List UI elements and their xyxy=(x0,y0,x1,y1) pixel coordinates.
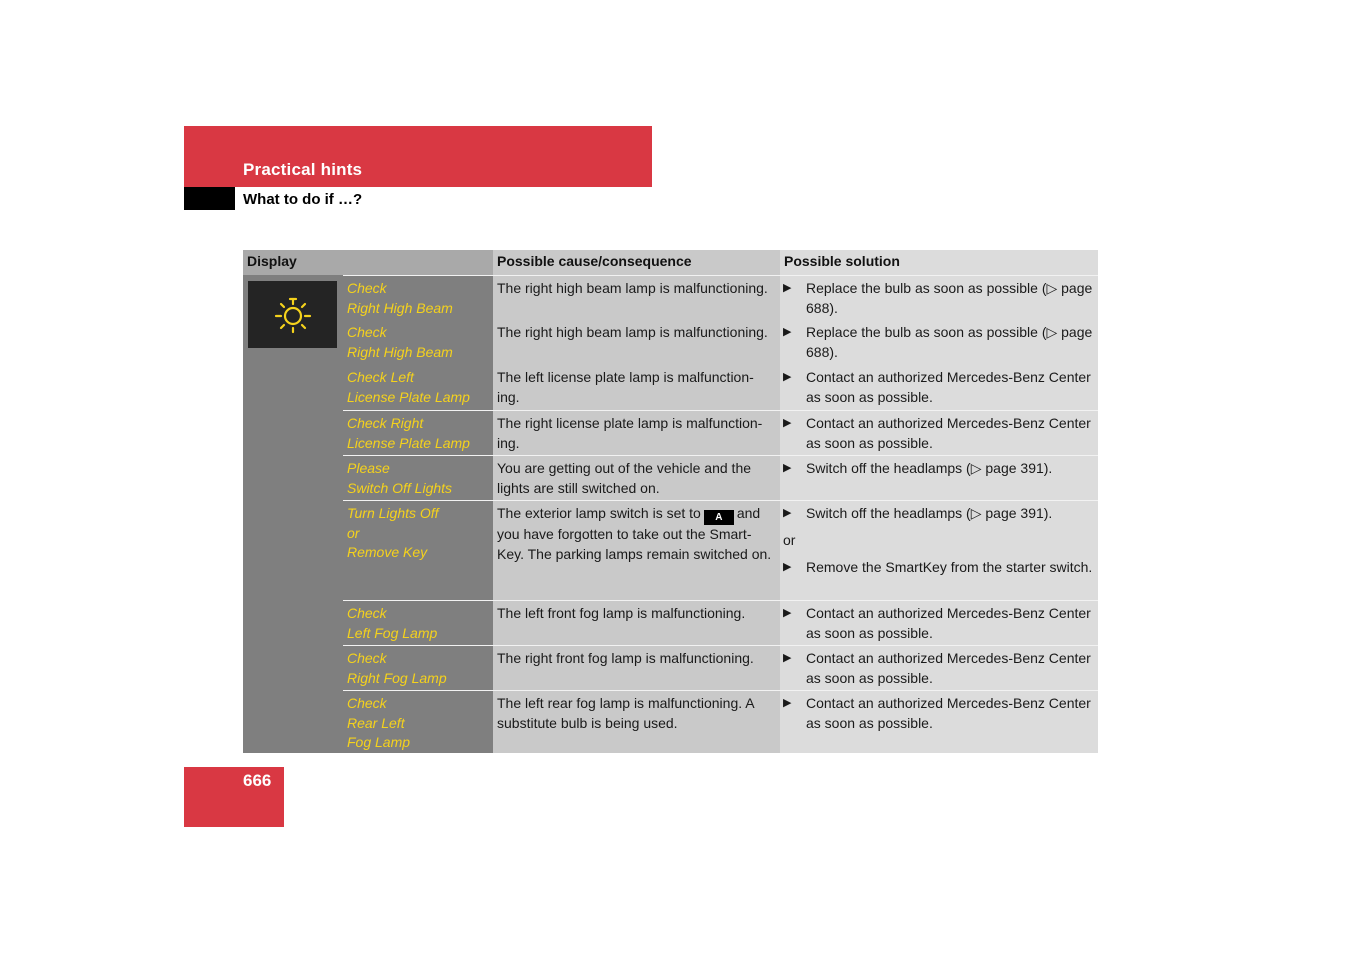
bullet-icon: ▶ xyxy=(783,652,792,664)
display-message: Check Right Fog Lamp xyxy=(343,646,493,690)
column-header-solution: Possible solution xyxy=(780,250,1098,275)
display-message: Check Left Fog Lamp xyxy=(343,601,493,645)
bullet-icon: ▶ xyxy=(783,607,792,619)
display-icon-column xyxy=(243,275,343,753)
table-row xyxy=(343,645,1098,690)
display-message: Please Switch Off Lights xyxy=(343,456,493,500)
display-message: Check Left License Plate Lamp xyxy=(343,365,493,410)
cause-text: The left front fog lamp is malfunctioning. xyxy=(493,601,780,645)
cause-text: The right high beam lamp is malfunctioning. xyxy=(493,276,780,320)
lamp-switch-auto-badge: A xyxy=(704,510,734,525)
display-message: Turn Lights Off or Remove Key xyxy=(343,501,493,600)
cause-text: The left rear fog lamp is malfunctioning. A substitute bulb is being used. xyxy=(493,691,780,753)
cause-text: The left license plate lamp is malfunction-ing. xyxy=(493,365,780,410)
bullet-icon: ▶ xyxy=(783,462,792,474)
solution-text: Replace the bulb as soon as possible (▷ page 688). xyxy=(806,324,1093,360)
bullet-icon: ▶ xyxy=(783,417,792,429)
solution-cell xyxy=(780,691,1098,753)
bullet-icon: ▶ xyxy=(783,561,792,573)
table-body xyxy=(243,275,1098,753)
solution-text: Contact an authorized Mercedes-Benz Center as soon as possible. xyxy=(806,650,1091,686)
section-title: Practical hints xyxy=(243,160,363,179)
table-row xyxy=(343,690,1098,753)
solution-text: Contact an authorized Mercedes-Benz Center as soon as possible. xyxy=(806,415,1091,451)
solution-cell xyxy=(780,411,1098,455)
exterior-lamp-icon xyxy=(273,295,313,335)
solution-text: Contact an authorized Mercedes-Benz Center as soon as possible. xyxy=(806,605,1091,641)
section-marker xyxy=(184,187,235,210)
bullet-icon: ▶ xyxy=(783,371,792,383)
cause-text: The right high beam lamp is malfunctioning. xyxy=(493,320,780,365)
display-message: Check Rear Left Fog Lamp xyxy=(343,691,493,753)
solution-cell xyxy=(780,646,1098,690)
display-icon-box xyxy=(248,281,337,348)
solution-text: Switch off the headlamps (▷ page 391). xyxy=(806,505,1053,521)
display-message: Check Right License Plate Lamp xyxy=(343,411,493,455)
bullet-icon: ▶ xyxy=(783,326,792,338)
solution-cell xyxy=(780,365,1098,410)
cause-text: You are getting out of the vehicle and the lights are still switched on. xyxy=(493,456,780,500)
table-row xyxy=(343,320,1098,365)
table-row xyxy=(343,410,1098,455)
solution-text: Contact an authorized Mercedes-Benz Center as soon as possible. xyxy=(806,369,1091,405)
table-row xyxy=(343,500,1098,600)
solution-text: Switch off the headlamps (▷ page 391). xyxy=(806,460,1053,476)
solution-text: Replace the bulb as soon as possible (▷ page 688). xyxy=(806,280,1093,316)
cause-text: The right license plate lamp is malfunction-ing. xyxy=(493,411,780,455)
page-number: 666 xyxy=(243,771,272,790)
cause-text: The exterior lamp switch is set to A and you have forgotten to take out the Smart-Key. The parking lamps remain switched on. xyxy=(493,501,780,600)
solution-cell xyxy=(780,320,1098,365)
fault-message-table xyxy=(243,250,1098,753)
table-row xyxy=(343,275,1098,320)
table-rows xyxy=(343,275,1098,753)
bullet-icon: ▶ xyxy=(783,697,792,709)
solution-or: or xyxy=(783,531,796,548)
display-message: Check Right High Beam xyxy=(343,320,493,365)
sub-title: What to do if …? xyxy=(243,191,363,208)
solution-cell xyxy=(780,456,1098,500)
column-header-cause: Possible cause/consequence xyxy=(493,250,780,275)
cause-text: The right front fog lamp is malfunctioning. xyxy=(493,646,780,690)
table-row xyxy=(343,600,1098,645)
solution-text: Remove the SmartKey from the starter switch. xyxy=(806,559,1093,575)
solution-cell xyxy=(780,601,1098,645)
solution-cell xyxy=(780,501,1098,600)
solution-text: Contact an authorized Mercedes-Benz Center as soon as possible. xyxy=(806,695,1091,731)
table-row xyxy=(343,455,1098,500)
solution-cell xyxy=(780,276,1098,320)
table-header xyxy=(243,250,1098,275)
table-row xyxy=(343,365,1098,410)
bullet-icon: ▶ xyxy=(783,282,792,294)
bullet-icon: ▶ xyxy=(783,507,792,519)
display-message: Check Right High Beam xyxy=(343,276,493,320)
column-header-display: Display xyxy=(243,250,493,275)
